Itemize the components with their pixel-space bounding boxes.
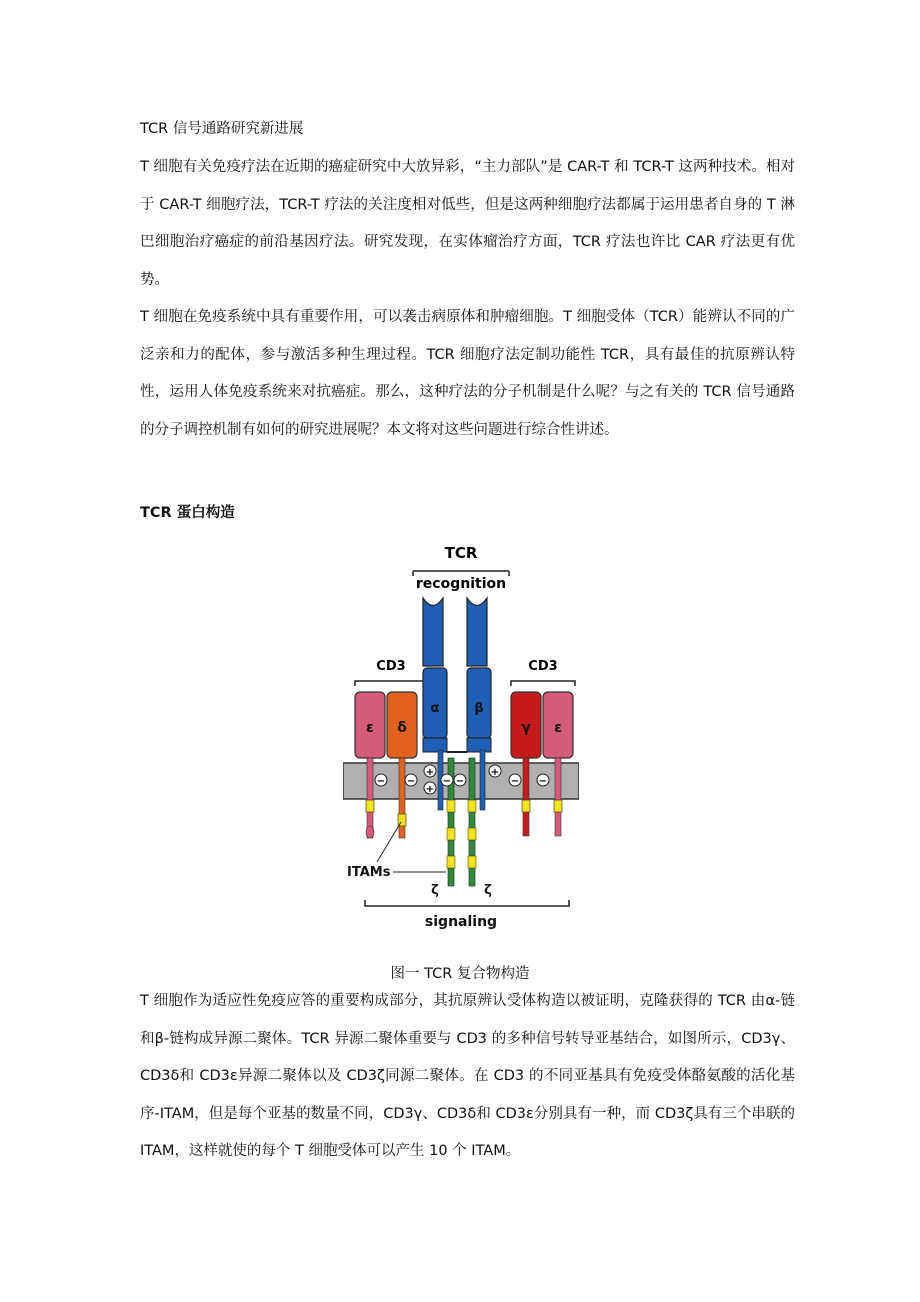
- svg-text:−: −: [455, 776, 465, 787]
- itams-label: ITAMs: [347, 865, 391, 880]
- epsilon-left-label: ε: [366, 720, 374, 736]
- zeta-right-label: ζ: [484, 883, 492, 898]
- svg-text:−: −: [538, 776, 548, 787]
- cd3-right-label: CD3: [528, 659, 558, 674]
- figure-caption: 图一 TCR 复合物构造: [390, 965, 530, 982]
- recognition-label: recognition: [415, 576, 507, 592]
- svg-text:+: +: [425, 767, 435, 778]
- itam-epsilon-left: [366, 800, 374, 812]
- zeta-left-label: ζ: [431, 883, 439, 898]
- itam-epsilon-right: [554, 800, 562, 812]
- paragraph-tcr-structure: T 细胞作为适应性免疫应答的重要构成部分，其抗原辨认受体构造以被证明，克隆获得的 TCR 由α-链和β-链构成异源二聚体。TCR 异源二聚体重要与 CD3 的多种信号转导亚基结合，如图所示，CD3γ、CD3δ和 CD3ε异源二聚体以及 CD3ζ同源二聚体。在 CD3 的不同亚基具有免疫受体酪氨酸的活化基序-ITAM，但是每个亚基的数量不同，CD3γ、CD3δ和 CD3ε分别具有一种，而 CD3ζ具有三个串联的 ITAM，这样就使的每个 T 细胞受体可以产生 10 个 ITAM。: [140, 993, 795, 1159]
- beta-label: β: [474, 701, 484, 716]
- tcr-label: TCR: [444, 544, 478, 562]
- svg-text:−: −: [442, 776, 452, 787]
- tcr-complex-diagram: [343, 538, 579, 934]
- cd3-left-label: CD3: [376, 659, 406, 674]
- svg-text:+: +: [490, 767, 500, 778]
- tcr-alpha-variable-domain: [423, 598, 443, 666]
- signaling-label: signaling: [424, 914, 498, 930]
- epsilon-right-label: ε: [554, 720, 562, 736]
- paragraph-intro: T 细胞有关免疫疗法在近期的癌症研究中大放异彩，“主力部队”是 CAR-T 和 TCR-T 这两种技术。相对于 CAR-T 细胞疗法，TCR-T 疗法的关注度相对低些，但是这两种细胞疗法都属于运用患者自身的 T 淋巴细胞治疗癌症的前沿基因疗法。研究发现，在实体瘤治疗方面，TCR 疗法也许比 CAR 疗法更有优势。: [140, 159, 795, 288]
- gamma-label: γ: [521, 720, 531, 736]
- svg-text:+: +: [425, 784, 435, 795]
- tcr-complex-figure: [343, 538, 579, 934]
- delta-label: δ: [397, 720, 407, 736]
- document-title: TCR 信号通路研究新进展: [140, 121, 304, 137]
- tcr-beta-variable-domain: [467, 598, 487, 666]
- section-heading: TCR 蛋白构造: [140, 505, 235, 521]
- alpha-label: α: [430, 701, 440, 716]
- svg-text:−: −: [406, 776, 416, 787]
- svg-text:−: −: [510, 776, 520, 787]
- paragraph-t-cell-role: T 细胞在免疫系统中具有重要作用，可以袭击病原体和肿瘤细胞。T 细胞受体（TCR）能辨认不同的广泛亲和力的配体，参与激活多种生理过程。TCR 细胞疗法定制功能性 TCR，具有最佳的抗原辨认特性，运用人体免疫系统来对抗癌症。那么，这种疗法的分子机制是什么呢？与之有关的 TCR 信号通路的分子调控机制有如何的研究进展呢？本文将对这些问题进行综合性讲述。: [140, 309, 795, 438]
- itam-gamma: [522, 800, 530, 812]
- svg-text:−: −: [376, 776, 386, 787]
